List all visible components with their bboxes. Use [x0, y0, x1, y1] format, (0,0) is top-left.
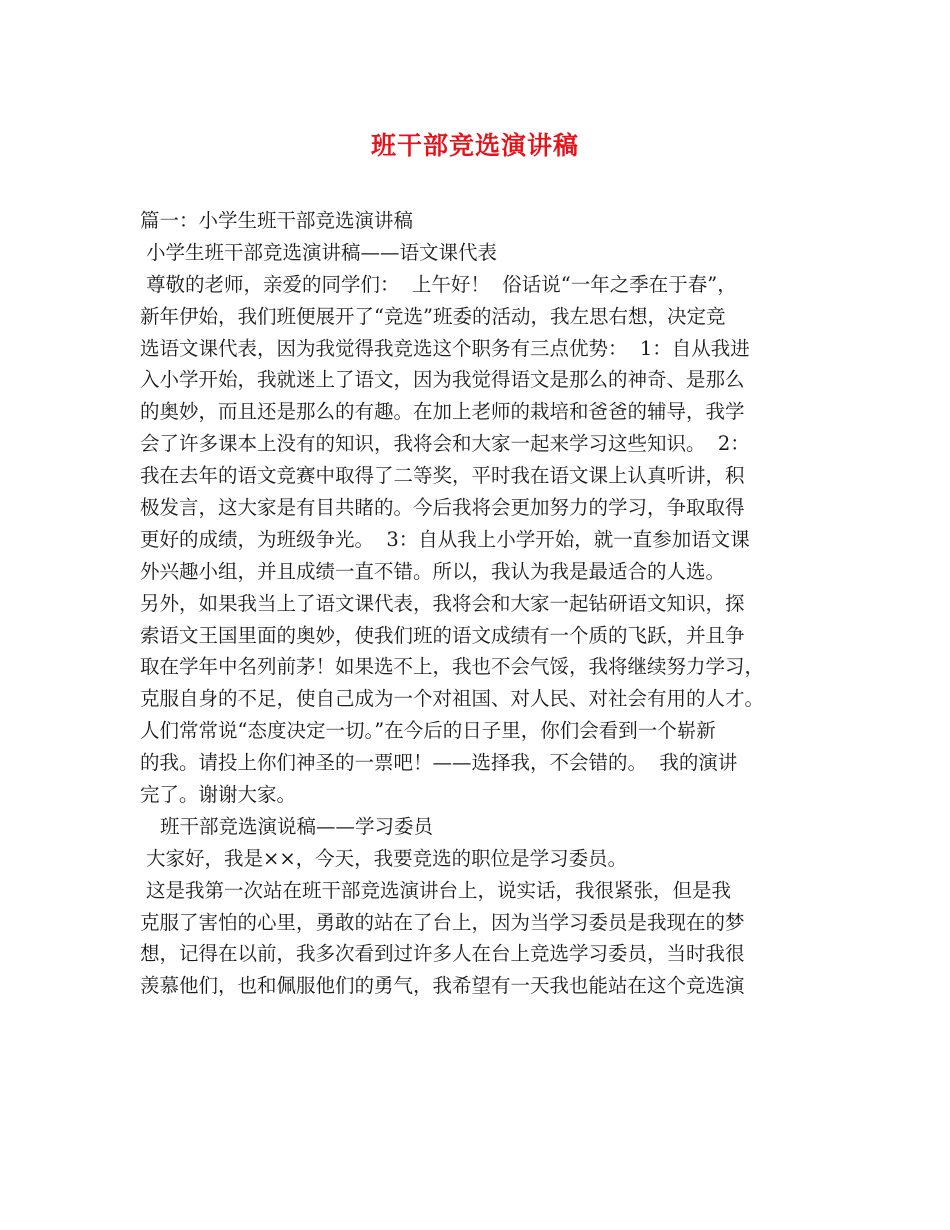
paragraph-line: 外兴趣小组，并且成绩一直不错。所以，我认为我是最适合的人选。	[140, 559, 726, 583]
document-body	[140, 205, 830, 1002]
subsection-heading: 小学生班干部竞选演讲稿——语文课代表	[146, 240, 498, 264]
paragraph-line: 尊敬的老师，亲爱的同学们： 上午好！ 俗话说“一年之季在于春”，	[146, 272, 737, 296]
section-heading: 篇一：小学生班干部竞选演讲稿	[140, 209, 414, 232]
paragraph-line: 羡慕他们，也和佩服他们的勇气，我希望有一天我也能站在这个竞选演	[140, 974, 745, 998]
paragraph-line: 入小学开始，我就迷上了语文，因为我觉得语文是那么的神奇、是那么	[140, 368, 745, 392]
paragraph-line: 克服了害怕的心里，勇敢的站在了台上，因为当学习委员是我现在的梦	[140, 910, 745, 934]
subsection-heading: 班干部竞选演说稿——学习委员	[160, 814, 434, 838]
paragraph-line: 人们常常说“态度决定一切。”在今后的日子里，你们会看到一个崭新	[140, 719, 716, 743]
paragraph-line: 的奥妙，而且还是那么的有趣。在加上老师的栽培和爸爸的辅导，我学	[140, 400, 745, 424]
paragraph-line: 克服自身的不足，使自己成为一个对祖国、对人民、对社会有用的人才。	[140, 687, 765, 711]
paragraph-line: 新年伊始，我们班便展开了“竞选”班委的活动，我左思右想，决定竞	[140, 304, 726, 328]
paragraph-line: 的我。请投上你们神圣的一票吧！——选择我，不会错的。 我的演讲	[140, 751, 738, 775]
paragraph-line: 想，记得在以前，我多次看到过许多人在台上竞选学习委员，当时我很	[140, 942, 745, 966]
paragraph-line: 完了。谢谢大家。	[140, 783, 297, 807]
paragraph-line: 另外，如果我当上了语文课代表，我将会和大家一起钻研语文知识，探	[140, 591, 745, 615]
paragraph-line: 这是我第一次站在班干部竞选演讲台上，说实话，我很紧张，但是我	[146, 878, 732, 902]
paragraph-line: 极发言，这大家是有目共睹的。今后我将会更加努力的学习，争取取得	[140, 496, 745, 520]
paragraph-line: 取在学年中名列前茅！如果选不上，我也不会气馁，我将继续努力学习，	[140, 655, 765, 679]
paragraph-line: 更好的成绩，为班级争光。 3：自从我上小学开始，就一直参加语文课	[140, 527, 750, 551]
paragraph-line: 选语文课代表，因为我觉得我竞选这个职务有三点优势： 1：自从我进	[140, 336, 750, 360]
document-title: 班干部竞选演讲稿	[370, 131, 579, 160]
paragraph-line: 会了许多课本上没有的知识，我将会和大家一起来学习这些知识。 2：	[140, 432, 750, 456]
paragraph-line: 大家好，我是××，今天，我要竞选的职位是学习委员。	[146, 846, 628, 870]
paragraph-line: 我在去年的语文竞赛中取得了二等奖，平时我在语文课上认真听讲，积	[140, 464, 745, 488]
paragraph-line: 索语文王国里面的奥妙，使我们班的语文成绩有一个质的飞跃，并且争	[140, 623, 745, 647]
